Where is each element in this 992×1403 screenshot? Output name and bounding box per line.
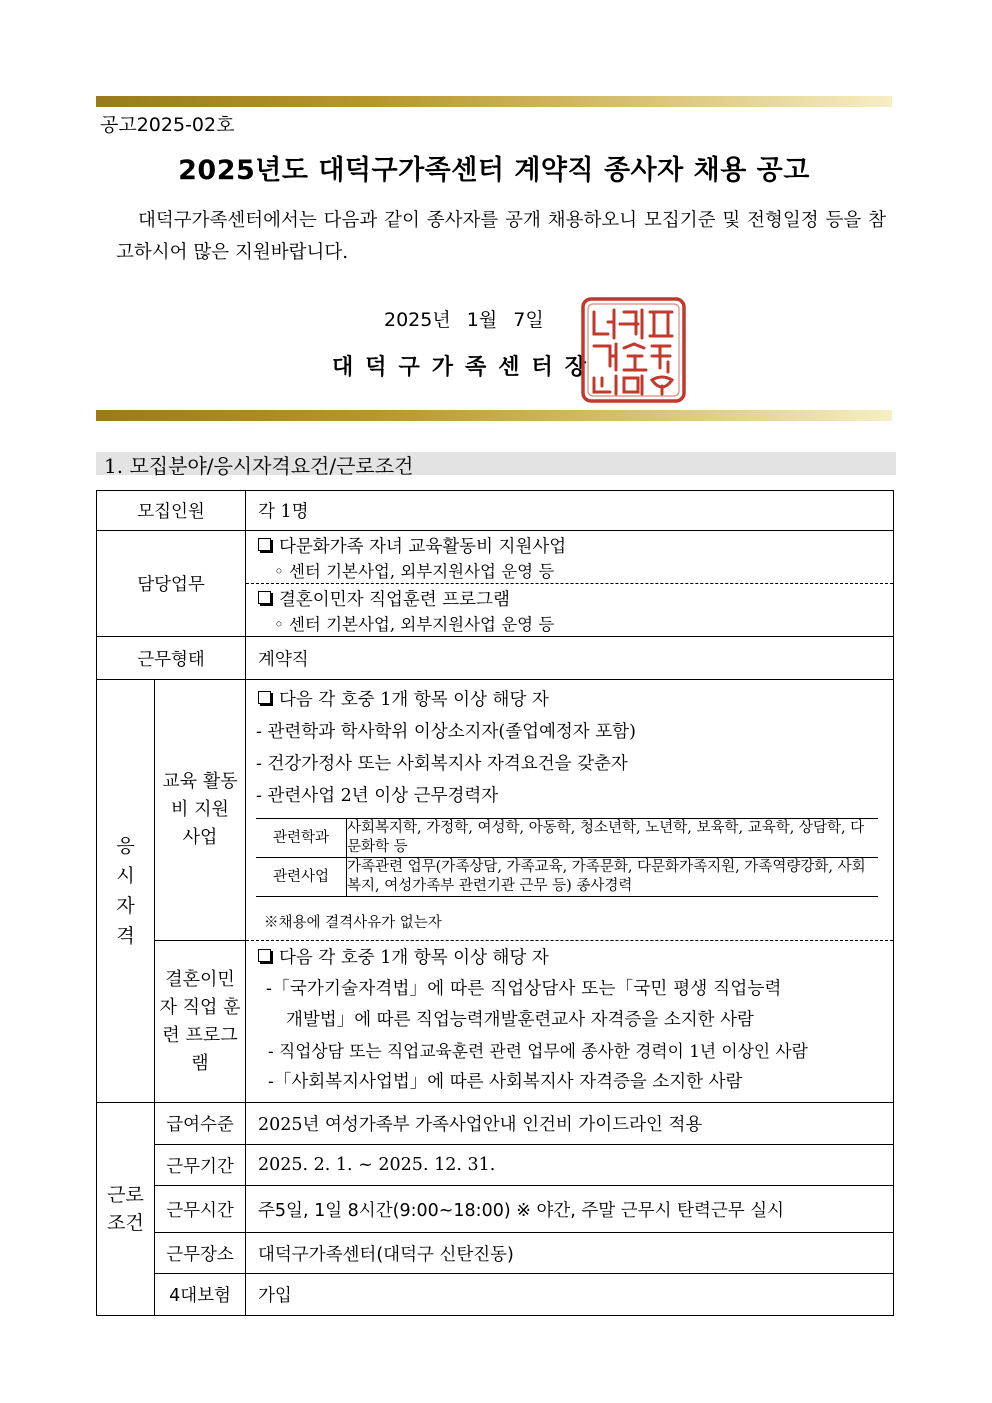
table-row (256, 819, 878, 858)
condition-value: 2025년 여성가족부 가족사업안내 인건비 가이드라인 적용 (246, 1103, 894, 1145)
duty-item (246, 583, 893, 636)
detail-key: 관련사업 (256, 858, 347, 897)
duty-item (256, 531, 893, 583)
duties-label: 담당업무 (97, 531, 246, 637)
condition-value: 가입 (246, 1274, 894, 1316)
qualification-label-text: 응시자격 (116, 835, 135, 947)
duties-cell (246, 531, 894, 637)
condition-key: 급여수준 (155, 1103, 246, 1145)
recruit-value: 각 1명 (246, 491, 894, 531)
detail-value: 가족관련 업무(가족상담, 가족교육, 가족문화, 다문화가족지원, 가족역량강화, 사회복지, 여성가족부 관련기관 근무 등) 종사경력 (347, 858, 879, 897)
edu-line: - 건강가정사 또는 사회복지사 자격요건을 갖춘자 (256, 754, 628, 774)
edu-line: - 관련사업 2년 이상 근무경력자 (256, 786, 499, 806)
condition-key: 근무시간 (155, 1186, 246, 1233)
edu-support-label: 교육 활동비 지원 사업 (155, 680, 246, 941)
table-row (97, 637, 894, 680)
table-row (97, 1145, 894, 1186)
top-gold-bar (96, 96, 892, 107)
condition-key: 근무장소 (155, 1233, 246, 1274)
table-row (97, 1274, 894, 1316)
edu-note: ※채용에 결격사유가 없는자 (264, 915, 442, 931)
intro-paragraph (116, 205, 886, 269)
official-seal-stamp (580, 296, 687, 404)
marriage-line: -「국가기술자격법」에 따른 직업상담사 또는「국민 평생 직업능력 (266, 979, 782, 999)
intro-text: 대덕구가족센터에서는 다음과 같이 종사자를 공개 채용하오니 모집기준 및 전형일정 등을 참고하시어 많은 지원바랍니다. (116, 210, 886, 263)
table-row (97, 1103, 894, 1145)
checkbox-square-icon (258, 591, 271, 604)
duty-detail: ◦ 센터 기본사업, 외부지원사업 운영 등 (274, 614, 555, 634)
checkbox-square-icon (258, 949, 271, 962)
duty-title: 다문화가족 자녀 교육활동비 지원사업 (279, 536, 567, 557)
marriage-header: 다음 각 호중 1개 항목 이상 해당 자 (279, 948, 549, 968)
edu-detail-table (256, 818, 878, 897)
work-type-value: 계약직 (246, 637, 894, 680)
recruitment-table (96, 490, 894, 1316)
edu-line: - 관련학과 학사학위 이상소지자(졸업예정자 포함) (256, 722, 636, 742)
table-row (97, 531, 894, 637)
conditions-label-text: 근로조건 (107, 1183, 144, 1234)
recruit-label: 모집인원 (97, 491, 246, 531)
table-row (256, 858, 878, 897)
edu-support-cell (246, 680, 894, 941)
duty-title: 결혼이민자 직업훈련 프로그램 (279, 589, 510, 610)
work-type-label: 근무형태 (97, 637, 246, 680)
table-row (97, 1233, 894, 1274)
bottom-gold-bar (96, 410, 892, 421)
table-row (97, 680, 894, 941)
marriage-line: -「사회복지사업법」에 따른 사회복지사 자격증을 소지한 사람 (268, 1072, 743, 1092)
edu-header: 다음 각 호중 1개 항목 이상 해당 자 (279, 690, 549, 710)
organization-name: 대덕구가족센터장 (332, 354, 599, 380)
condition-value: 주5일, 1일 8시간(9:00~18:00) ※ 야간, 주말 근무시 탄력근무 실시 (246, 1186, 894, 1233)
notice-number: 공고2025-02호 (100, 114, 235, 136)
marriage-program-cell (246, 941, 894, 1103)
detail-key: 관련학과 (256, 819, 347, 858)
checkbox-square-icon (258, 691, 271, 704)
duty-detail: ◦ 센터 기본사업, 외부지원사업 운영 등 (274, 561, 555, 581)
table-row (97, 941, 894, 1103)
condition-key: 근무기간 (155, 1145, 246, 1186)
detail-value: 사회복지학, 가정학, 여성학, 아동학, 청소년학, 노년학, 보육학, 교육학, 상담학, 다문화학 등 (347, 819, 879, 858)
condition-key: 4대보험 (155, 1274, 246, 1316)
marriage-line: 개발법」에 따른 직업능력개발훈련교사 자격증을 소지한 사람 (286, 1010, 754, 1030)
notice-date: 2025년 1월 7일 (384, 309, 544, 331)
checkbox-square-icon (258, 538, 271, 551)
marriage-line: - 직업상담 또는 직업교육훈련 관련 업무에 종사한 경력이 1년 이상인 사람 (268, 1041, 808, 1061)
table-row (97, 491, 894, 531)
marriage-program-label: 결혼이민자 직업 훈련 프로그램 (155, 941, 246, 1103)
section-title: 1. 모집분야/응시자격요건/근로조건 (104, 454, 414, 478)
condition-value: 대덕구가족센터(대덕구 신탄진동) (246, 1233, 894, 1274)
table-row (97, 1186, 894, 1233)
qualification-label (97, 680, 155, 1103)
condition-value: 2025. 2. 1. ~ 2025. 12. 31. (246, 1145, 894, 1186)
page-title: 2025년도 대덕구가족센터 계약직 종사자 채용 공고 (178, 155, 810, 186)
conditions-label (97, 1103, 155, 1316)
